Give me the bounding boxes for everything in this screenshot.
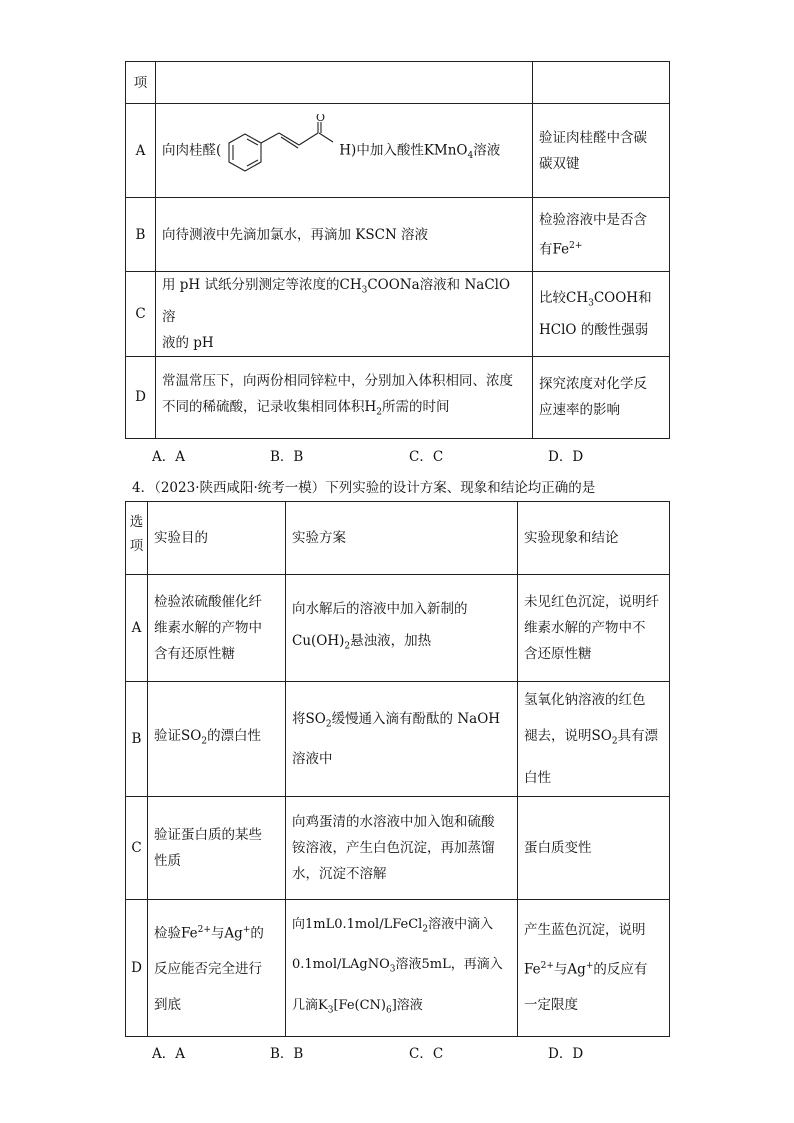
result-line: 维素水解的产物中不 [524, 620, 646, 636]
result-chem: Fe [524, 961, 541, 978]
scheme-text: 溶液和 NaClO 溶 [162, 277, 511, 325]
purpose-line: 维素水解的产物中 [154, 620, 262, 636]
scheme-chem: [Fe(CN) [333, 997, 386, 1013]
scheme-cell [156, 356, 533, 438]
purpose-cell [148, 575, 286, 682]
purpose-text: 有 [539, 241, 553, 258]
scheme-sub: 3 [361, 285, 368, 296]
choice-a[interactable]: A．A [152, 449, 185, 465]
row-key: B [126, 682, 148, 797]
purpose-chem: Fe [181, 925, 198, 942]
scheme-line: 水，沉淀不溶解 [292, 865, 387, 882]
purpose-line [539, 233, 663, 263]
scheme-text: 悬浊液，加热 [350, 633, 432, 650]
purpose-cell [533, 104, 670, 198]
choice-c[interactable]: C．C [409, 449, 444, 465]
result-line: 白性 [524, 769, 551, 786]
scheme-sub: 2 [376, 408, 383, 419]
scheme-text: 向肉桂醛( [162, 142, 222, 158]
scheme-chem: CH [339, 277, 362, 293]
purpose-line: 探究浓度对化学反 [539, 376, 647, 393]
scheme-line: 向鸡蛋清的水溶液中加入饱和硫酸 [292, 813, 495, 830]
row-key: A [126, 575, 148, 682]
header-key-line: 选 [129, 514, 144, 530]
scheme-text: 溶液5mL，再滴入 [395, 957, 503, 973]
scheme-line [292, 706, 511, 738]
choice-b[interactable]: B．B [270, 1046, 304, 1062]
purpose-cell [148, 899, 286, 1036]
scheme-line [162, 272, 526, 330]
result-line: 氢氧化钠溶液的红色 [524, 692, 646, 708]
table-row [126, 899, 670, 1036]
scheme-text: 溶液 [473, 142, 501, 158]
result-line: 产生蓝色沉淀，说明 [524, 921, 646, 938]
purpose-sup: 2+ [569, 240, 583, 251]
purpose-cell [148, 796, 286, 899]
purpose-text: 的漂白性 [207, 728, 262, 744]
result-sup: 2+ [540, 960, 554, 971]
scheme-line [292, 628, 511, 660]
q4-table [125, 501, 670, 1037]
scheme-text: 不同的稀硫酸，记录收集相同体积 [162, 399, 365, 416]
purpose-line: HClO 的酸性强弱 [539, 321, 649, 338]
scheme-text: 几滴K [292, 997, 328, 1013]
purpose-line: 应速率的影响 [539, 402, 620, 419]
scheme-sub: 2 [422, 924, 429, 935]
purpose-sub: 2 [201, 736, 208, 747]
scheme-sub: 4 [467, 150, 474, 161]
q4-title: 4．（2023·陕西咸阳·统考一模）下列实验的设计方案、现象和结论均正确的是 [132, 480, 596, 496]
header-key [126, 502, 148, 575]
table-row [126, 682, 670, 797]
choice-d[interactable]: D．D [548, 1046, 584, 1062]
row-key: D [126, 899, 148, 1036]
purpose-sup: + [242, 924, 251, 935]
scheme-cell [286, 796, 518, 899]
result-text: 褪去，说明 [524, 728, 592, 744]
purpose-cell [148, 682, 286, 797]
purpose-line [539, 285, 663, 317]
scheme-cell [286, 899, 518, 1036]
result-cell [518, 575, 670, 682]
scheme-text: 0.1mol/LAgNO [292, 957, 390, 973]
scheme-line: 铵溶液，产生白色沉淀，再加蒸馏 [292, 839, 495, 856]
scheme-cell [156, 272, 533, 357]
table-row [126, 272, 670, 357]
purpose-text: 和 [638, 290, 652, 306]
purpose-cell [533, 198, 670, 272]
row-key: C [126, 796, 148, 899]
purpose-sup: 2+ [197, 924, 211, 935]
table-row [126, 198, 670, 272]
scheme-chem: Cu [292, 633, 312, 650]
purpose-line: 性质 [154, 852, 181, 869]
choice-c[interactable]: C．C [409, 1046, 444, 1062]
q3-header-scheme [156, 62, 533, 104]
q3-header-key: 项 [126, 62, 156, 104]
scheme-chem: KMnO [423, 142, 468, 158]
scheme-sub: 2 [325, 719, 332, 730]
header-purpose: 实验目的 [148, 502, 286, 575]
scheme-text: 所需的时间 [382, 399, 450, 416]
header-scheme: 实验方案 [286, 502, 518, 575]
scheme-sub: 2 [344, 641, 351, 652]
purpose-text: 比较 [539, 290, 566, 306]
scheme-line [292, 988, 511, 1029]
choice-d[interactable]: D．D [548, 449, 584, 465]
result-text: 的反应有 [593, 961, 648, 978]
table-row [126, 796, 670, 899]
purpose-chem: COOH [593, 290, 639, 306]
purpose-line [154, 912, 279, 952]
scheme-text: ]溶液 [391, 997, 423, 1013]
purpose-text: 验证 [154, 728, 181, 744]
scheme-chem: (OH) [311, 633, 345, 650]
q3-header-row [126, 62, 670, 104]
scheme-line: 液的 pH [162, 334, 214, 351]
scheme-sub: 3 [389, 964, 396, 975]
choice-b[interactable]: B．B [270, 449, 304, 465]
scheme-text: 溶液中滴入 [428, 916, 494, 932]
row-key: C [126, 272, 156, 357]
svg-text:O: O [316, 113, 326, 124]
purpose-text: 与 [210, 925, 225, 942]
q4-header-row [126, 502, 670, 575]
row-key: D [126, 356, 156, 438]
scheme-sub: 3 [327, 1005, 334, 1016]
scheme-cell [156, 104, 533, 198]
scheme-sub: 6 [386, 1005, 392, 1016]
row-key: A [126, 104, 156, 198]
scheme-cell [286, 682, 518, 797]
purpose-line: 验证蛋白质的某些 [154, 826, 262, 843]
q4-choices [152, 1042, 622, 1064]
scheme-line: 常温常压下，向两份相同锌粒中，分别加入体积相同、浓度 [162, 373, 513, 390]
purpose-cell [533, 356, 670, 438]
purpose-sub: 3 [588, 298, 594, 309]
result-text: 与 [553, 961, 568, 978]
result-line [524, 718, 663, 760]
q3-table [125, 61, 670, 439]
header-key-line: 项 [129, 538, 144, 554]
table-row [126, 356, 670, 438]
choice-a[interactable]: A．A [152, 1046, 185, 1062]
scheme-text: H)中加入酸性 [339, 142, 424, 158]
result-chem: SO [591, 728, 612, 744]
result-chem: Ag [567, 961, 586, 978]
result-line: 一定限度 [524, 997, 578, 1014]
result-line: 未见红色沉淀，说明纤 [524, 594, 659, 610]
purpose-line: 验证肉桂醛中含碳 [539, 129, 647, 146]
result-cell [518, 682, 670, 797]
purpose-chem: SO [181, 728, 202, 744]
table-row [126, 104, 670, 198]
purpose-chem: Fe [552, 241, 570, 258]
result-sub: 2 [611, 736, 618, 747]
cinnamaldehyde-structure-icon [221, 114, 339, 188]
result-line [524, 948, 663, 988]
purpose-line: 检验溶液中是否含 [539, 211, 647, 228]
purpose-chem: CH [566, 290, 589, 306]
row-key: B [126, 198, 156, 272]
purpose-text: 检验 [154, 925, 181, 942]
scheme-line [162, 394, 526, 426]
table-row [126, 575, 670, 682]
result-cell: 蛋白质变性 [518, 796, 670, 899]
result-text: 具有漂 [617, 728, 659, 744]
scheme-text: 用 pH 试纸分别测定等浓度的 [162, 277, 340, 293]
purpose-line: 反应能否完全进行 [154, 961, 262, 978]
header-result: 实验现象和结论 [518, 502, 670, 575]
scheme-cell [286, 575, 518, 682]
result-line: 含还原性糖 [524, 646, 592, 662]
result-sup: + [585, 960, 594, 971]
scheme-text: 向1mL0.1mol/LFeCl [292, 916, 423, 932]
scheme-line: 向水解后的溶液中加入新制的 [292, 601, 468, 618]
q3-header-purpose [533, 62, 670, 104]
scheme-cell: 向待测液中先滴加氯水，再滴加 KSCN 溶液 [156, 198, 533, 272]
scheme-text: 将 [292, 711, 306, 727]
scheme-line [292, 947, 511, 988]
purpose-cell [533, 272, 670, 357]
purpose-line: 含有还原性糖 [154, 646, 235, 662]
purpose-line: 检验浓硫酸催化纤 [154, 594, 262, 610]
purpose-line: 碳双键 [539, 155, 580, 172]
scheme-chem: SO [305, 711, 326, 727]
scheme-chem: H [364, 399, 377, 416]
result-cell [518, 899, 670, 1036]
scheme-line: 溶液中 [292, 750, 333, 767]
purpose-text: 的 [250, 925, 264, 942]
scheme-text: 缓慢通入滴有酚酞的 NaOH [331, 711, 501, 727]
q3-choices [152, 445, 622, 467]
purpose-line: 到底 [154, 997, 181, 1014]
scheme-chem: COONa [367, 277, 420, 293]
purpose-chem: Ag [224, 925, 243, 942]
scheme-line [292, 907, 511, 948]
